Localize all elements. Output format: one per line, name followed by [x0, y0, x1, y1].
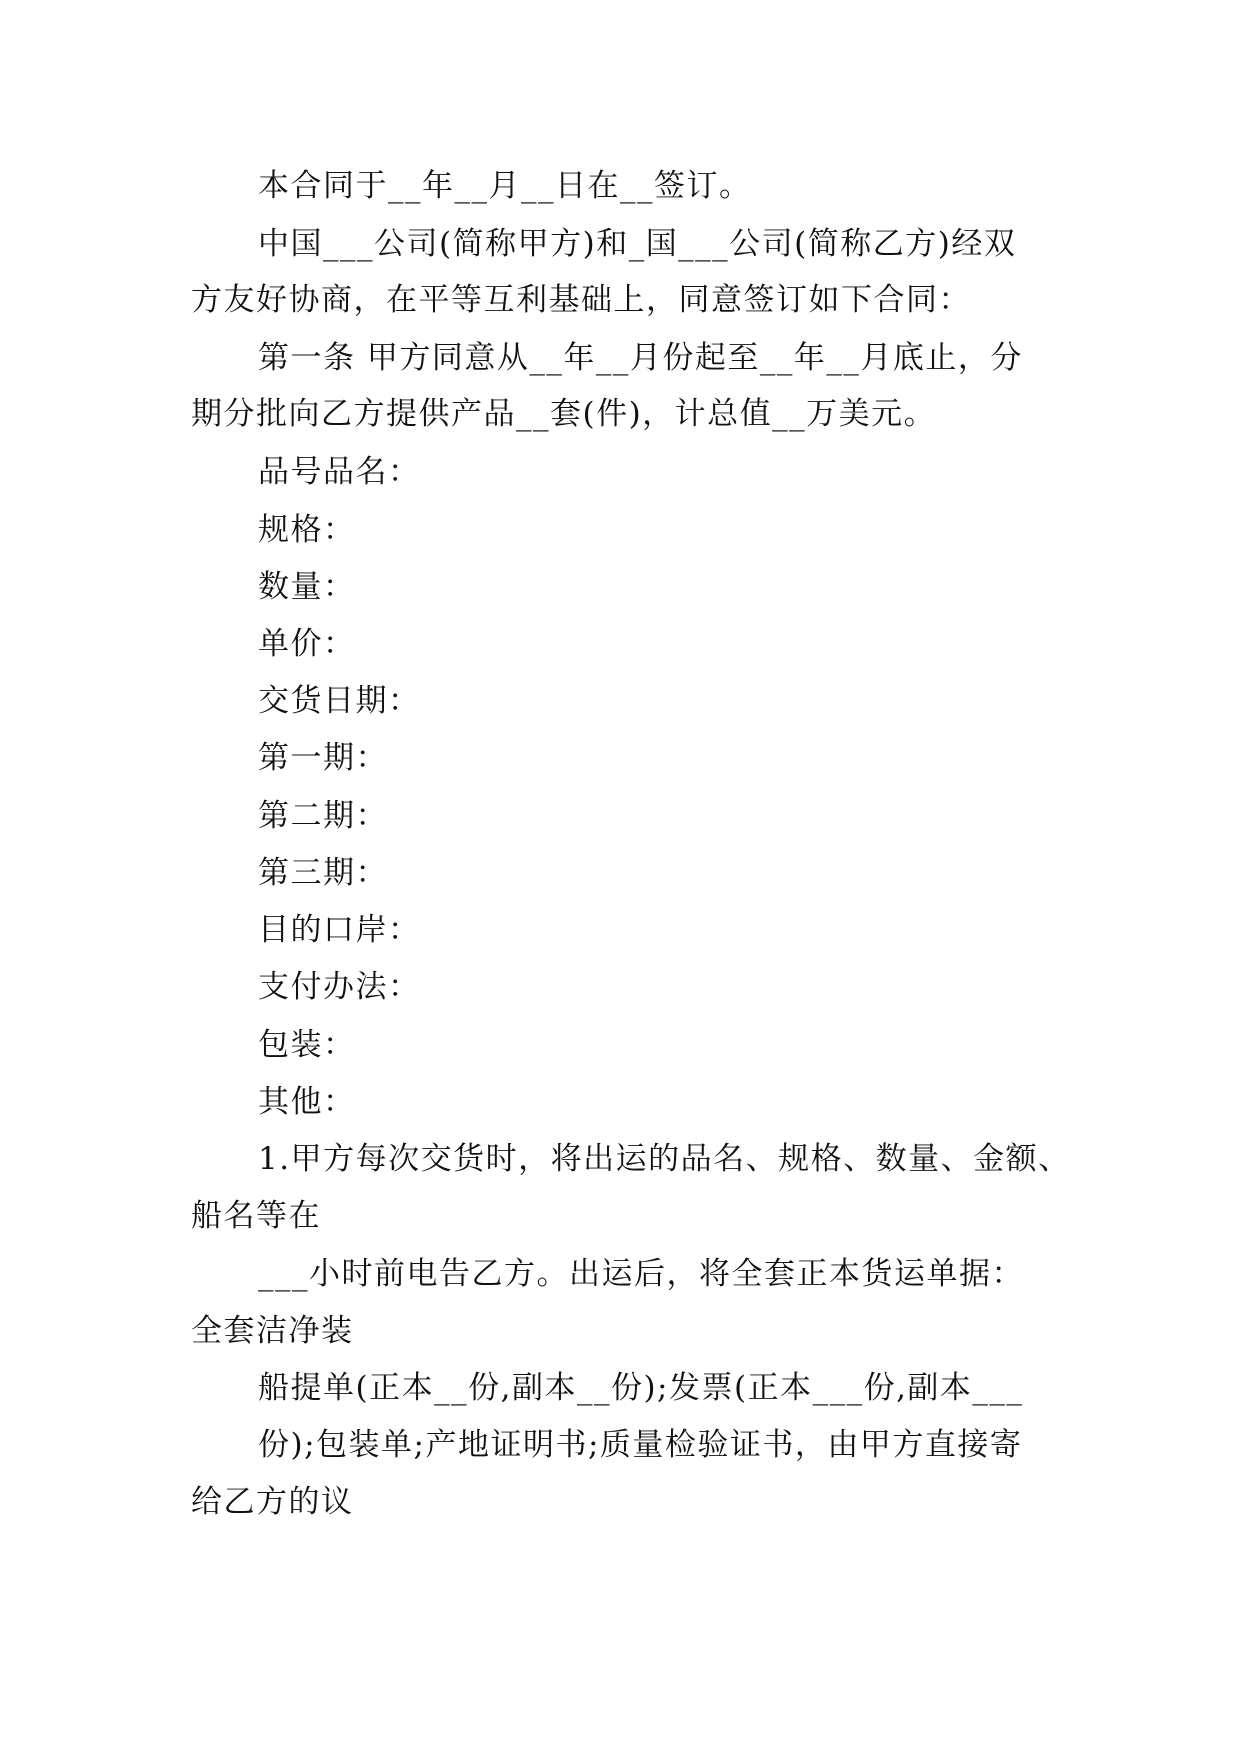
clause-notice-line: ___小时前电告乙方。出运后，将全套正本货运单据：: [258, 1256, 1024, 1292]
field-specification: 规格：: [258, 512, 356, 548]
article-one-line-cont: 期分批向乙方提供产品__套(件)，计总值__万美元。: [191, 396, 937, 432]
parties-line-cont: 方友好协商，在平等互利基础上，同意签订如下合同：: [191, 282, 971, 318]
field-phase-one: 第一期：: [258, 740, 388, 776]
clause-one-line: 1.甲方每次交货时，将出运的品名、规格、数量、金额、: [258, 1141, 1071, 1177]
field-unit-price: 单价：: [258, 626, 356, 662]
documents-line: 船提单(正本__份,副本__份);发票(正本___份,副本___: [258, 1370, 1024, 1406]
field-delivery-date: 交货日期：: [258, 683, 421, 719]
field-destination-port: 目的口岸：: [258, 912, 421, 948]
documents-line-2: 份);包装单;产地证明书;质量检验证书，由甲方直接寄: [258, 1427, 1023, 1463]
field-phase-two: 第二期：: [258, 798, 388, 834]
parties-line: 中国___公司(简称甲方)和_国___公司(简称乙方)经双: [258, 226, 1017, 262]
field-other: 其他：: [258, 1084, 356, 1120]
field-quantity: 数量：: [258, 569, 356, 605]
field-packaging: 包装：: [258, 1027, 356, 1063]
clause-one-line-cont: 船名等在: [191, 1198, 321, 1234]
field-product-name: 品号品名：: [258, 454, 421, 490]
article-one-line: 第一条 甲方同意从__年__月份起至__年__月底止，分: [258, 340, 1023, 376]
contract-date-line: 本合同于__年__月__日在__签订。: [258, 168, 752, 204]
field-phase-three: 第三期：: [258, 855, 388, 891]
field-payment-method: 支付办法：: [258, 969, 421, 1005]
documents-line-cont: 给乙方的议: [191, 1484, 354, 1520]
clause-notice-line-cont: 全套洁净装: [191, 1313, 354, 1349]
